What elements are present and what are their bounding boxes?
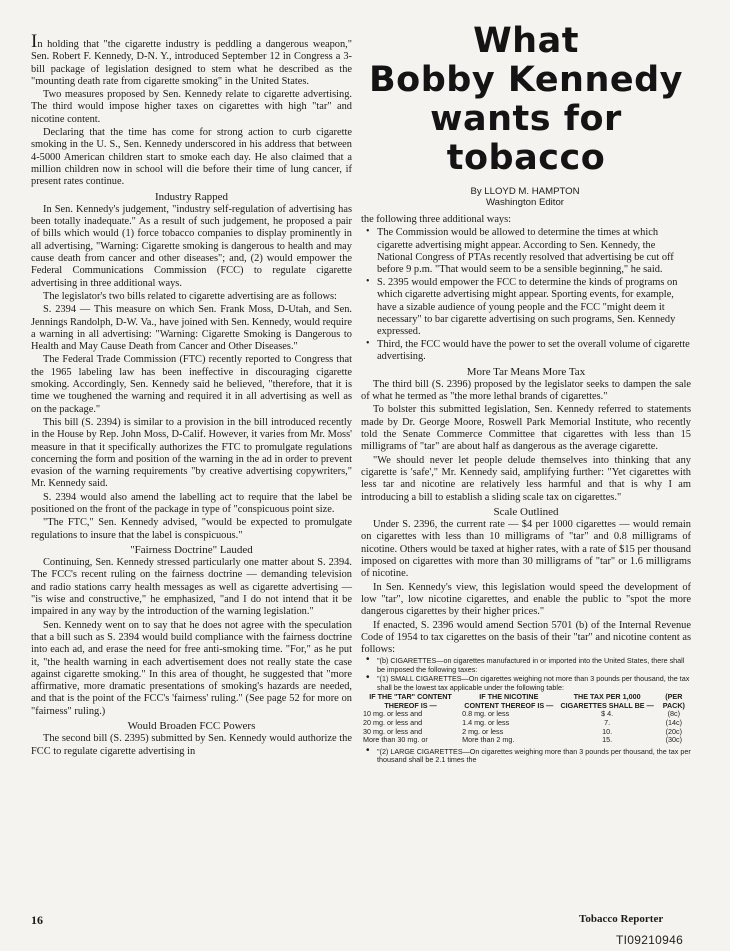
right-column	[361, 214, 691, 766]
tax-table-cell: (20c)	[665, 726, 683, 736]
bullet-item: • The Commission would be allowed to determine the times at which cigarette advertising might appear. According to Sen. Kennedy, the National Congress of PTAs recently resolved that advertising be cut off before 9 p.m. "That would seem to be a sensible beginning," he said.	[361, 227, 691, 276]
article-title	[356, 22, 696, 178]
paragraph: The Federal Trade Commission (FTC) recently reported to Congress that the 1965 labeling law has been ineffective in discouraging cigarette smoking. Accordingly, Sen. Kennedy said he believed, "therefore, that it is time we toughened the warning and required it in all advertising as well as on the package."	[31, 354, 352, 415]
subheading: Industry Rapped	[154, 190, 228, 203]
paragraph: In holding that "the cigarette industry is peddling a dangerous weapon," Sen. Robert F. Kennedy, D-N. Y., introduced September 12 in Congress a 3-bill package of legislation designed to stem what he described as the "mounting death rate from cigarette smoking" in the United States.	[31, 31, 352, 87]
title-line: What	[473, 21, 579, 61]
tax-table-cell: 2 mg. or less	[462, 726, 504, 736]
statute-list	[361, 657, 691, 692]
bullet-item: • Third, the FCC would have the power to set the overall volume of cigarette advertising.	[361, 339, 691, 364]
tax-table-cell: $ 4.	[601, 709, 614, 719]
tax-table-header-cell: IF THE "TAR" CONTENT THEREOF IS —	[369, 692, 452, 710]
tax-table-cell: 30 mg. or less and	[363, 726, 423, 736]
paragraph: The third bill (S. 2396) proposed by the legislator seeks to dampen the sale of what he termed as "the more lethal brands of cigarettes."	[361, 378, 691, 403]
paragraph: "The FTC," Sen. Kennedy advised, "would be expected to promulgate regulations to insure that the label is conspicuous."	[31, 517, 352, 541]
author-name: By LLOYD M. HAMPTON	[470, 186, 580, 197]
paragraph: If enacted, S. 2396 would amend Section 5701 (b) of the Internal Revenue Code of 1954 to tax cigarettes on the basis of their "tar" and nicotine content as follows:	[361, 619, 691, 656]
page-number: 16	[31, 913, 43, 927]
left-column	[31, 31, 352, 759]
statute-item: • "(b) CIGARETTES—on cigarettes manufactured in or imported into the United States, there shall be imposed the following taxes:	[361, 657, 691, 674]
tax-table-cell: 10 mg. or less and	[363, 709, 423, 719]
paragraph: This bill (S. 2394) is similar to a provision in the bill introduced recently in the House by Rep. John Moss, D-Calif. However, it varies from Mr. Moss' measure in that it specifically authorizes the FTC to promulgate regulations concerning the form and position of the warning in the ad in order to prevent evasion of the warning requirements "by creative advertising copywriters," Mr. Kennedy said.	[31, 416, 352, 490]
table-row	[361, 736, 691, 745]
title-line: tobacco	[446, 138, 606, 178]
drop-cap: I	[31, 31, 38, 52]
tax-table-header-cell: IF THE NICOTINE CONTENT THEREOF IS —	[464, 692, 554, 710]
bullet-list	[361, 227, 691, 363]
tax-table-cell: 20 mg. or less and	[363, 718, 423, 728]
paragraph: Declaring that the time has come for strong action to curb cigarette smoking in the U. S., Sen. Kennedy underscored in his address that between 4-5000 American children start to smoke each day. He also claimed that a million children now in school will die before their time of lung cancer, if present rates continue.	[31, 127, 352, 188]
title-line: Bobby Kennedy	[368, 60, 683, 100]
tax-table-cell: (30c)	[665, 735, 683, 745]
paragraph: In Sen. Kennedy's judgement, "industry self-regulation of advertising has been totally inadequate." As a result of such judgement, he proposed a pair of bills which would (1) force tobacco companies to display prominently in all advertising, "Warning: Cigarette smoking is dangerous to health and may cause death from cancer and other diseases"; and, (2) would empower the Federal Communications Commission (FCC) to regulate cigarette advertising in three additional ways.	[31, 203, 352, 289]
subheading: Would Broaden FCC Powers	[127, 720, 256, 733]
tax-table-cell: 7.	[604, 718, 611, 728]
paragraph: The legislator's two bills related to cigarette advertising are as follows:	[43, 290, 337, 302]
byline	[360, 186, 690, 208]
paragraph: S. 2394 — This measure on which Sen. Frank Moss, D-Utah, and Sen. Jennings Randolph, D-W. Va., have joined with Sen. Kennedy, would require a warning in all advertising: "Warning: Cigarette Smoking is Dangerous to Health and May Cause Death from Cancer and Other Diseases."	[31, 304, 352, 353]
paragraph: Continuing, Sen. Kennedy stressed particularly one matter about S. 2394. The FCC's recent ruling on the fairness doctrine — demanding television and radio stations carry health messages as well as cigarette advertising — "is wise and constructive," he emphasized, "and I do not intend that it be impaired in any way by the introduction of the warning legislation."	[31, 557, 352, 618]
tax-table-cell: (8c)	[667, 709, 681, 719]
paragraph: Two measures proposed by Sen. Kennedy relate to cigarette advertising. The third would impose higher taxes on cigarettes with high "tar" and nicotine content.	[31, 89, 352, 125]
subheading: "Fairness Doctrine" Lauded	[130, 543, 253, 556]
paragraph: The second bill (S. 2395) submitted by Sen. Kennedy would authorize the FCC to regulate cigarette advertising in	[31, 733, 352, 757]
tax-table-cell: More than 2 mg.	[462, 735, 515, 745]
subheading: More Tar Means More Tax	[466, 365, 586, 378]
statute-item: • "(2) LARGE CIGARETTES—On cigarettes weighing more than 3 pounds per thousand, the tax per thousand shall be 2.1 times the	[361, 748, 691, 765]
tax-table-cell: More than 30 mg. or	[363, 735, 428, 745]
tax-table-header-cell: THE TAX PER 1,000 CIGARETTES SHALL BE —	[560, 692, 654, 710]
subheading: Scale Outlined	[493, 505, 559, 518]
paragraph: "We should never let people delude themselves into thinking that any cigarette is 'safe'," Mr. Kennedy said, amplifying further: "Yet cigarettes with less tar and nicotine are relatively less harmful and that is why I am introducing a bill to establish a sliding scale tax on cigarettes."	[361, 454, 691, 503]
tax-table-cell: (14c)	[665, 718, 683, 728]
author-role: Washington Editor	[485, 197, 565, 208]
document-id: TI09210946	[616, 933, 684, 947]
tax-table-header-cell: (PER PACK)	[662, 692, 685, 710]
tax-table-cell: 15.	[602, 735, 613, 745]
title-line: wants for	[430, 99, 622, 139]
paragraph: S. 2394 would also amend the labelling act to require that the label be positioned on the front of the package in type of "conspicuous point size.	[31, 491, 352, 515]
paragraph: Under S. 2396, the current rate — $4 per 1000 cigarettes — would remain on cigarettes with less than 10 milligrams of "tar" and 0.8 milligrams of nicotine. Others would be taxed at higher rates, with a rate of $15 per thousand imposed on cigarettes with more than 30 milligrams of "tar" or 1.6 milligrams of nicotine.	[361, 519, 691, 580]
statute-item: • "(1) SMALL CIGARETTES—On cigarettes weighing not more than 3 pounds per thousand, the tax shall be the lowest tax applicable under the following table:	[361, 675, 691, 692]
tax-table-header	[361, 693, 691, 710]
paragraph: In Sen. Kennedy's view, this legislation would speed the development of low "tar", low nicotine cigarettes, and enable the public to "spot the more dangerous cigarettes by their higher prices."	[361, 581, 691, 618]
statute-list	[361, 748, 691, 765]
tax-table-cell: 0.8 mg. or less	[462, 709, 510, 719]
paragraph: To bolster this submitted legislation, Sen. Kennedy referred to statements made by Dr. George Moore, Roswell Park Memorial Institute, who recently told the Senate Commerce Committee that cigarettes with less than 15 milligrams of "tar" are about half as dangerous as the average cigarette.	[361, 404, 691, 453]
bullet-item: • S. 2395 would empower the FCC to determine the kinds of programs on which cigarette advertising might appear. Sporting events, for example, have a sizable audience of young people and the FCC "might deem it necessary" to bar cigarette advertising on such programs, Sen. Kennedy expressed.	[361, 277, 691, 338]
tax-table-cell: 10.	[602, 726, 613, 736]
tax-table-cell: 1.4 mg. or less	[462, 718, 510, 728]
tax-table	[361, 693, 691, 745]
paragraph: Sen. Kennedy went on to say that he does not agree with the speculation that a bill such as S. 2394 would build compliance with the fairness doctrine into each ad, and erase the need for free anti-smoking time. "For," as he put it, "the health warning in each advertisement does not really state the case against cigarette smoking." In this area of thought, he suggested that "more affirmative, more dramatic presentations of smoking's hazards are needed, and that is the point of the FCC's 'fairness' ruling." (See page 52 for more on "fairness" ruling.)	[31, 619, 352, 717]
journal-name: Tobacco Reporter	[579, 913, 664, 925]
paragraph: the following three additional ways:	[361, 214, 512, 225]
